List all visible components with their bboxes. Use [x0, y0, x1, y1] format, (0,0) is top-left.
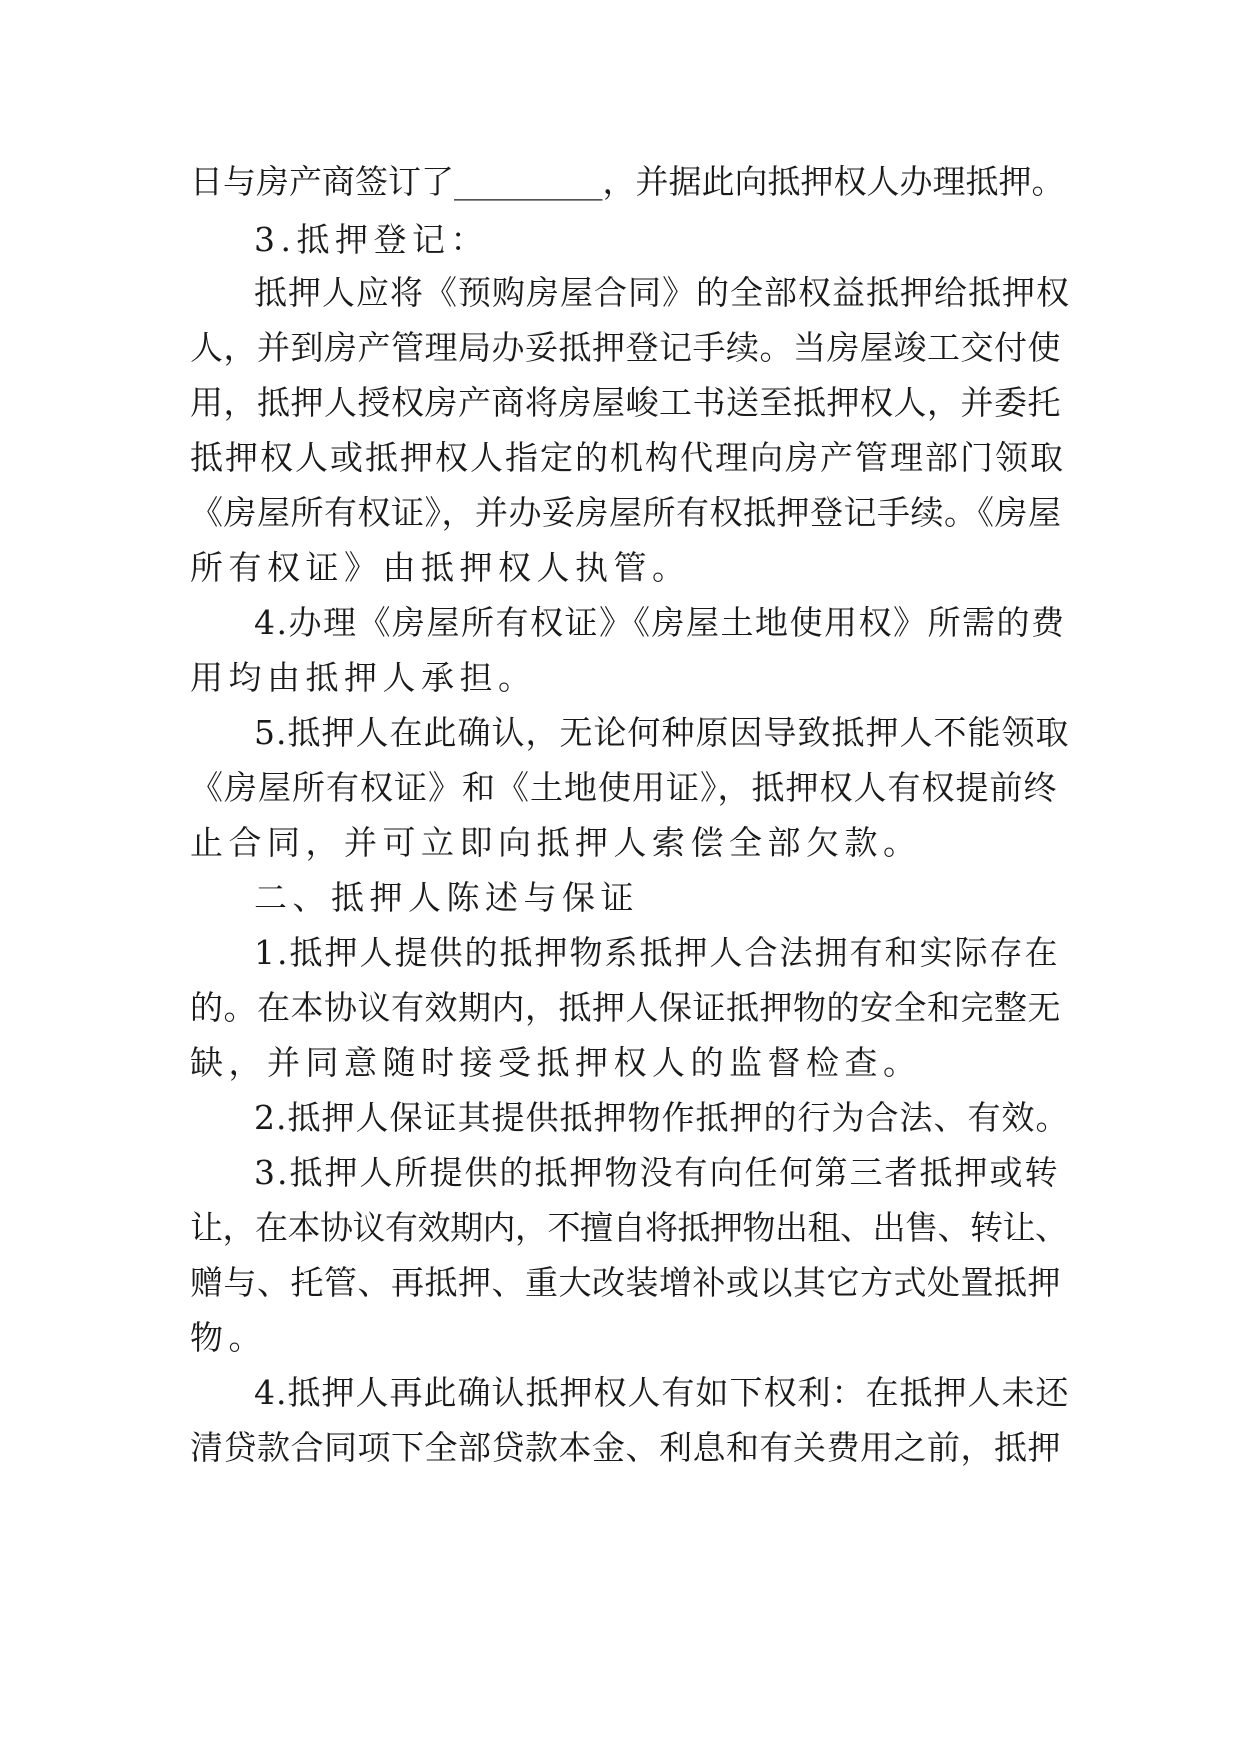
text-line: 赠与、托管、再抵押、重大改装增补或以其它方式处置抵押 — [190, 1263, 1061, 1302]
text-line: 4.抵押人再此确认抵押权人有如下权利：在抵押人未还 — [254, 1373, 1070, 1412]
text-line: 用均由抵押人承担。 — [190, 658, 537, 697]
text-line: 抵押人应将《预购房屋合同》的全部权益抵押给抵押权 — [254, 273, 1070, 312]
text-line: 止合同，并可立即向抵押人索偿全部欠款。 — [190, 823, 922, 862]
text-line: 《房屋所有权证》，并办妥房屋所有权抵押登记手续。《房屋 — [190, 493, 1062, 532]
text-line: 物。 — [190, 1318, 267, 1357]
text-line: 清贷款合同项下全部贷款本金、利息和有关费用之前，抵押 — [190, 1428, 1061, 1467]
text-line: 4.办理《房屋所有权证》《房屋土地使用权》所需的费 — [254, 603, 1066, 642]
text-line: 5.抵押人在此确认，无论何种原因导致抵押人不能领取 — [254, 713, 1070, 752]
text-line: 2.抵押人保证其提供抵押物作抵押的行为合法、有效。 — [254, 1098, 1070, 1137]
text-line: 日与房产商签订了_________，并据此向抵押权人办理抵押。 — [190, 162, 1065, 201]
text-line: 所有权证》由抵押权人执管。 — [190, 548, 691, 587]
text-line: 缺，并同意随时接受抵押权人的监督检查。 — [190, 1043, 922, 1082]
text-line: 让，在本协议有效期内，不擅自将抵押物出租、出售、转让、 — [190, 1208, 1068, 1247]
text-line: 抵押权人或抵押权人指定的机构代理向房产管理部门领取 — [190, 438, 1065, 477]
section-heading: 二、抵押人陈述与保证 — [254, 878, 639, 917]
text-line: 1.抵押人提供的抵押物系抵押人合法拥有和实际存在 — [254, 933, 1060, 972]
text-line: 用，抵押人授权房产商将房屋峻工书送至抵押权人，并委托 — [190, 383, 1061, 422]
text-line: 人，并到房产管理局办妥抵押登记手续。当房屋竣工交付使 — [190, 328, 1061, 367]
text-line: 的。在本协议有效期内，抵押人保证抵押物的安全和完整无 — [190, 988, 1061, 1027]
text-line: 《房屋所有权证》和《土地使用证》，抵押权人有权提前终 — [190, 768, 1058, 807]
text-line: 3.抵押人所提供的抵押物没有向任何第三者抵押或转 — [254, 1153, 1060, 1192]
section-heading: 3.抵押登记： — [254, 220, 489, 259]
